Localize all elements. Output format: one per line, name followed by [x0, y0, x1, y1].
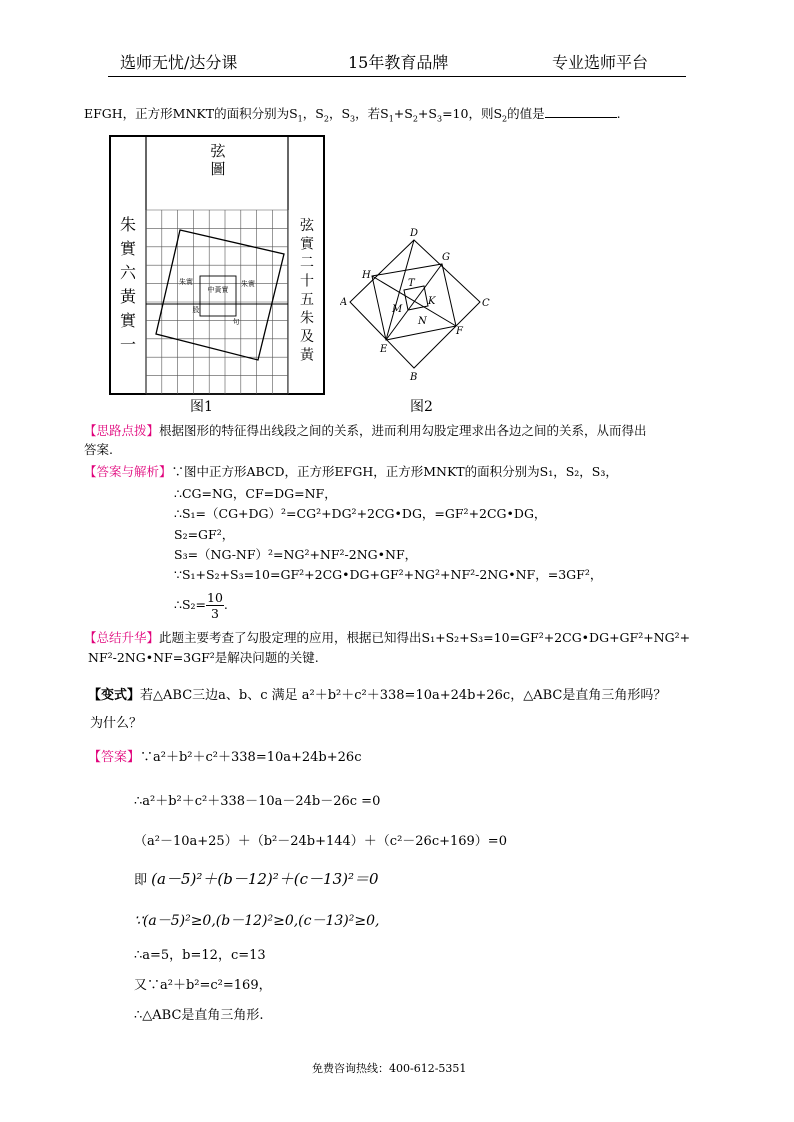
variant-answer-line-6: ∴a=5，b=12，c=13	[134, 948, 266, 963]
footer-hotline: 免费咨询热线：400-612-5351	[312, 1062, 467, 1075]
summary-line-1: 【总结升华】此题主要考查了勾股定理的应用，根据已知得出S₁+S₂+S₃=10=GF²+2CG•DG+GF²+NG²+	[84, 630, 691, 645]
answer-tag: 【答案与解析】	[84, 464, 172, 479]
fig2-label-a: A	[340, 297, 348, 308]
figure-2-square-diagram	[340, 222, 500, 382]
answer-line-4: S₂=GF²，	[174, 527, 235, 542]
answer-line-6: ∵S₁+S₂+S₃=10=GF²+2CG•DG+GF²+NG²+NF²-2NG•NF，=3GF²，	[174, 567, 603, 582]
header-left: 选师无忧/达分课	[120, 53, 238, 72]
fig2-label-m: M	[392, 304, 403, 315]
fig2-label-e: E	[380, 344, 388, 355]
summary-tag: 【总结升华】	[84, 630, 160, 645]
fig1-inner-label: 句	[232, 318, 240, 326]
fig1-left-char: 實	[119, 311, 137, 330]
figure-1-xian-diagram	[108, 134, 326, 396]
fig1-right-char: 實	[300, 236, 314, 253]
variant-answer-line-1: 【答案】∵a²＋b²＋c²＋338=10a+24b+26c	[88, 750, 362, 765]
fig1-right-char: 五	[300, 292, 314, 308]
answer-line-3: ∴S₁=（CG+DG）²=CG²+DG²+2CG•DG，=GF²+2CG•DG，	[174, 506, 547, 521]
fig2-label-f: F	[456, 326, 463, 337]
variant-tag: 【变式】	[88, 688, 141, 703]
hint-line-1: 【思路点拨】根据图形的特征得出线段之间的关系，进而利用勾股定理求出各边之间的关系，从而得出	[84, 423, 647, 438]
fig1-right-char: 十	[300, 273, 314, 290]
fig1-title-char: 圖	[210, 160, 226, 178]
answer-line-2: ∴CG=NG，CF=DG=NF，	[174, 486, 337, 501]
fig1-inner-label: 股	[192, 306, 200, 314]
summary-line-2: NF²-2NG•NF=3GF²是解决问题的关键.	[88, 650, 319, 665]
fig1-left-char: 朱	[119, 215, 137, 234]
header-right: 专业选师平台	[552, 53, 649, 72]
fig2-label-b: B	[410, 372, 418, 382]
intro-line: EFGH，正方形MNKT的面积分别为$S_1$，$S_2$，$S_3$，若$S_1+S_2+S_3=10$，则$S_2$的值是 .	[84, 106, 621, 124]
fig1-left-char: 黃	[119, 287, 137, 306]
fig2-label-n: N	[418, 316, 427, 327]
fig2-label-k: K	[428, 296, 436, 307]
variant-answer-line-5: ∵(a－5)²≥0,(b－12)²≥0,(c－13)²≥0,	[134, 913, 380, 929]
fig1-right-char: 弦	[300, 218, 314, 234]
hint-tag: 【思路点拨】	[84, 423, 160, 438]
fig1-right-char: 黃	[300, 347, 314, 364]
fig1-left-char: 實	[119, 239, 137, 258]
fig1-inner-label: 朱實	[179, 278, 193, 286]
header-center: 15年教育品牌	[348, 53, 449, 72]
figure-1-caption: 图1	[190, 399, 213, 415]
fig1-inner-label: 中黃實	[207, 286, 229, 294]
variant-answer-tag: 【答案】	[88, 750, 141, 765]
figure-2-caption: 图2	[410, 399, 433, 415]
fig2-label-c: C	[482, 298, 490, 309]
variant-answer-line-4: 即 (a－5)²＋(b－12)²＋(c－13)²＝0	[134, 870, 379, 888]
variant-answer-line-7: 又∵a²＋b²=c²=169，	[134, 978, 272, 993]
fig1-inner-label: 朱實	[241, 280, 255, 288]
fig2-label-h: H	[362, 270, 371, 281]
header-rule	[108, 76, 686, 77]
variant-line-1: 【变式】若△ABC三边a、b、c 满足 a²＋b²＋c²＋338=10a+24b+26c，△ABC是直角三角形吗？	[88, 688, 667, 703]
fraction-ten-thirds: $\frac{10}{3}$	[207, 590, 223, 621]
fig1-title-char: 弦	[210, 142, 226, 160]
variant-answer-line-8: ∴△ABC是直角三角形.	[134, 1008, 264, 1023]
answer-line-7: ∴S₂= $\frac{10}{3}$ .	[174, 590, 228, 621]
fig1-right-char: 及	[300, 329, 314, 345]
fig2-label-g: G	[442, 252, 450, 263]
fig1-left-char: 六	[119, 263, 137, 282]
fig1-left-char: 一	[119, 335, 137, 354]
fig1-right-char: 二	[300, 255, 314, 271]
variant-answer-line-3: （a²－10a+25）＋（b²－24b+144）＋（c²－26c+169）=0	[134, 834, 507, 849]
fig2-label-d: D	[410, 228, 419, 239]
variant-answer-line-2: ∴a²＋b²＋c²＋338－10a－24b－26c =0	[134, 794, 381, 809]
answer-blank	[545, 107, 617, 118]
answer-line-5: S₃=（NG-NF）²=NG²+NF²-2NG•NF，	[174, 547, 418, 562]
fig1-right-char: 朱	[300, 310, 314, 327]
fig2-label-t: T	[408, 278, 415, 289]
variant-line-2: 为什么？	[90, 716, 143, 731]
answer-line-1: 【答案与解析】∵图中正方形ABCD，正方形EFGH，正方形MNKT的面积分别为S₁，S₂，S₃，	[84, 464, 618, 479]
hint-line-2: 答案.	[84, 442, 113, 457]
